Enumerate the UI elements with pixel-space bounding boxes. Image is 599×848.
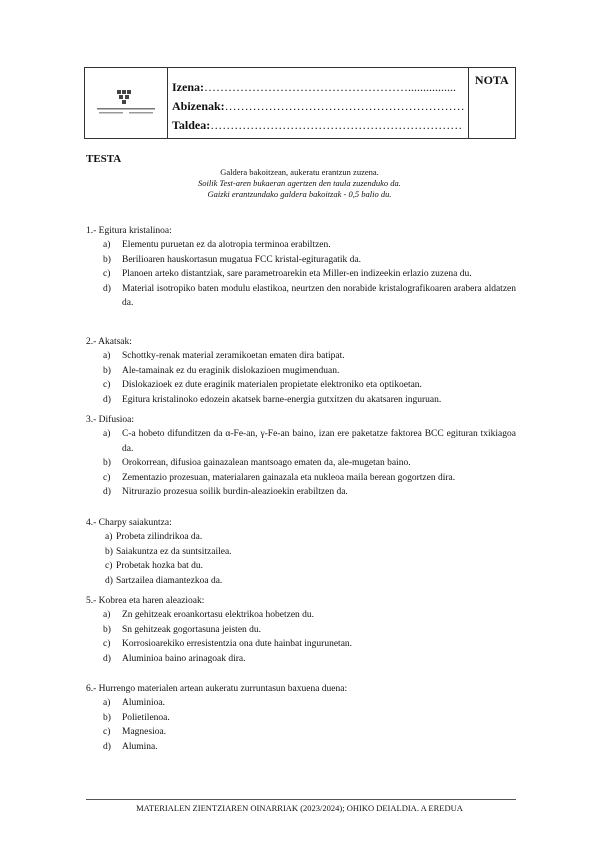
header-table <box>84 67 516 139</box>
student-fields <box>168 68 469 139</box>
grade-box <box>468 68 515 139</box>
question-4 <box>86 516 516 588</box>
answer-option[interactable]: a) Schottky-renak material zeramikoetan ematen dira batipat. <box>103 351 345 361</box>
question-title: 5.- Kobrea eta haren aleazioak: <box>86 596 205 606</box>
university-logo <box>85 68 167 138</box>
question-6 <box>86 682 516 754</box>
surname-field[interactable]: Abizenak:…………………………………………………… <box>172 99 465 113</box>
section-title: TESTA <box>86 153 122 165</box>
question-title: 1.- Egitura kristalinoa: <box>86 226 172 236</box>
answer-option[interactable]: c) Probetak hozka bat du. <box>105 561 204 571</box>
question-5 <box>86 594 516 666</box>
answer-option[interactable]: d) Alumina. <box>103 741 158 752</box>
answer-option[interactable]: d) Material isotropiko baten modulu elastikoa, neurtzen den norabide kristalografikoaren arabera aldatzen da. <box>103 283 516 308</box>
question-title: 4.- Charpy saiakuntza: <box>86 518 172 528</box>
instruction-line: Galdera bakoitzean, aukeratu erantzun zuzena. <box>220 167 379 177</box>
answer-option[interactable]: a) C-a hobeto difunditzen da α-Fe-an, γ-Fe-an baino, izan ere paketatze faktorea BCC egituran txikiagoa da. <box>103 429 516 454</box>
question-2 <box>86 335 516 407</box>
answer-option[interactable]: a) Probeta zilindrikoa da. <box>105 532 203 542</box>
instruction-line: Soilik Test-aren bukaeran agertzen den taula zuzenduko da. <box>198 178 401 188</box>
answer-option[interactable]: d) Aluminioa baino arinagoak dira. <box>103 653 246 664</box>
answer-option[interactable]: c) Dislokazioek ez dute eraginik materialen propietate elektroniko eta optikoetan. <box>103 380 422 390</box>
answer-option[interactable]: c) Magnesioa. <box>103 727 167 737</box>
answer-option[interactable]: b) Polietilenoa. <box>103 712 170 723</box>
answer-option[interactable]: a) Elementu puruetan ez da alotropia terminoa erabiltzen. <box>103 240 331 250</box>
answer-option[interactable]: b) Sn gehitzeak gogortasuna jeisten du. <box>103 624 262 635</box>
question-3 <box>86 413 516 500</box>
answer-option[interactable]: b) Saiakuntza ez da suntsitzailea. <box>105 546 232 557</box>
answer-option[interactable]: b) Berilioaren hauskortasun mugatua FCC kristal-egituragatik da. <box>103 254 362 265</box>
question-1 <box>86 224 516 311</box>
name-field[interactable]: Izena:……………………………………………................ <box>172 80 456 94</box>
answer-option[interactable]: d) Egitura kristalinoko edozein akatsek barne-energia gutxitzen du akatsaren inguruan. <box>103 394 442 405</box>
question-title: 6.- Hurrengo materialen artean aukeratu zurruntasun baxuena duena: <box>86 684 348 694</box>
answer-option[interactable]: d) Sartzailea diamantezkoa da. <box>105 575 223 586</box>
question-title: 3.- Difusioa: <box>86 415 135 425</box>
instruction-line: Gaizki erantzundako galdera bakoitzak - 0,5 balio du. <box>207 189 392 199</box>
footer-divider <box>86 799 516 800</box>
grade-label: NOTA <box>474 73 509 87</box>
answer-option[interactable]: a) Aluminioa. <box>103 698 166 708</box>
answer-option[interactable]: b) Ale-tamainak ez du eraginik dislokazioen mugimenduan. <box>103 365 340 376</box>
answer-option[interactable]: a) Zn gehitzeak eroankortasu elektrikoa hobetzen du. <box>103 610 315 620</box>
answer-option[interactable]: c) Zementazio prozesuan, materialaren gainazala eta nukleoa maila berean gogortzen dira. <box>103 472 456 483</box>
answer-option[interactable]: c) Korrosioarekiko erresistentzia ona dute hainbat ingurunetan. <box>103 639 353 649</box>
answer-option[interactable]: b) Orokorrean, difusioa gainazalean mantsoago ematen da, ale-mugetan baino. <box>103 458 411 468</box>
page-footer: MATERIALEN ZIENTZIAREN OINARRIAK (2023/2024); OHIKO DEIALDIA. A EREDUA <box>136 803 463 813</box>
logo-cell <box>85 68 168 139</box>
group-field[interactable]: Taldea:……………………………………………………… <box>172 118 463 132</box>
answer-option[interactable]: c) Planoen arteko distantziak, sare parametroarekin eta Miller-en indizeekin erlazio zuzena du. <box>103 269 472 279</box>
answer-option[interactable]: d) Nitrurazio prozesua soilik burdin-aleazioekin erabiltzen da. <box>103 487 348 497</box>
question-title: 2.- Akatsak: <box>86 337 132 347</box>
